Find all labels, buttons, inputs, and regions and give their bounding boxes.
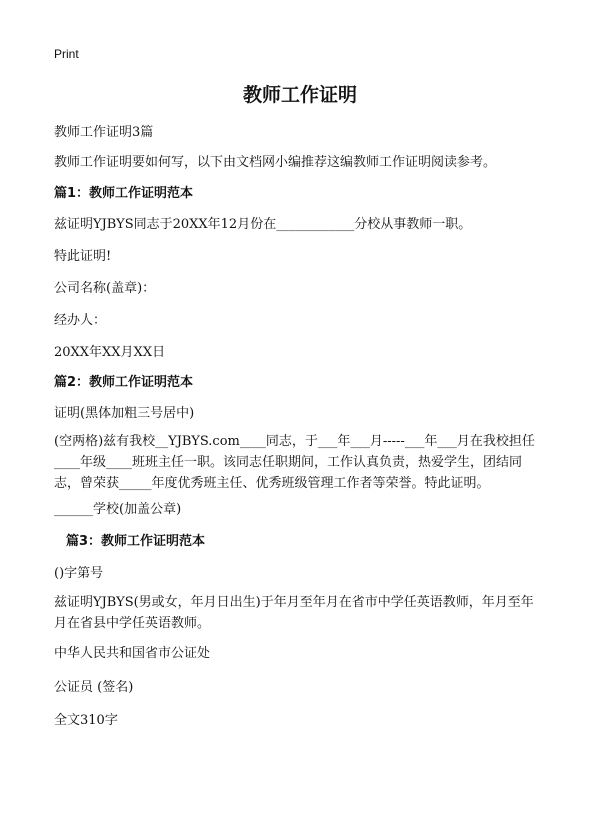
intro-description: 教师工作证明要如何写，以下由文档网小编推荐这编教师工作证明阅读参考。 <box>54 155 497 170</box>
section1-agent: 经办人： <box>54 313 107 328</box>
section1-body: 兹证明YJBYS同志于20XX年12月份在____________分校从事教师一职。 <box>54 217 472 232</box>
section1-date: 20XX年XX月XX日 <box>54 345 166 360</box>
section1-company: 公司名称(盖章)： <box>54 281 156 296</box>
print-label: Print <box>54 47 79 61</box>
section2-body: (空两格)兹有我校__YJBYS.com____同志，于___年___月-----___年___月在我校担任____年级____班班主任一职。该同志任职期间，工作认真负责，热爱学生，团结同志，曾荣获_____年度优秀班主任、优秀班级管理工作者等荣誉。特此证明。 <box>54 434 535 491</box>
section3-body: 兹证明YJBYS(男或女，年月日出生)于年月至年月在省市中学任英语教师，年月至年月在省县中学任英语教师。 <box>54 595 534 631</box>
section2-title-line: 证明(黑体加粗三号居中) <box>54 406 195 421</box>
section2-heading: 篇2：教师工作证明范本 <box>54 375 194 390</box>
section1-heading: 篇1：教师工作证明范本 <box>54 186 194 201</box>
section3-number: ()字第号 <box>54 566 104 581</box>
section3-office: 中华人民共和国省市公证处 <box>54 646 211 661</box>
page-title: 教师工作证明 <box>242 84 357 106</box>
section3-notary: 公证员 (签名) <box>54 680 134 695</box>
section2-school: ______学校(加盖公章) <box>54 502 182 517</box>
section1-note: 特此证明! <box>54 249 112 264</box>
intro-subtitle: 教师工作证明3篇 <box>54 125 154 140</box>
section3-heading: 篇3：教师工作证明范本 <box>66 534 206 549</box>
section3-wordcount: 全文310字 <box>54 713 118 728</box>
